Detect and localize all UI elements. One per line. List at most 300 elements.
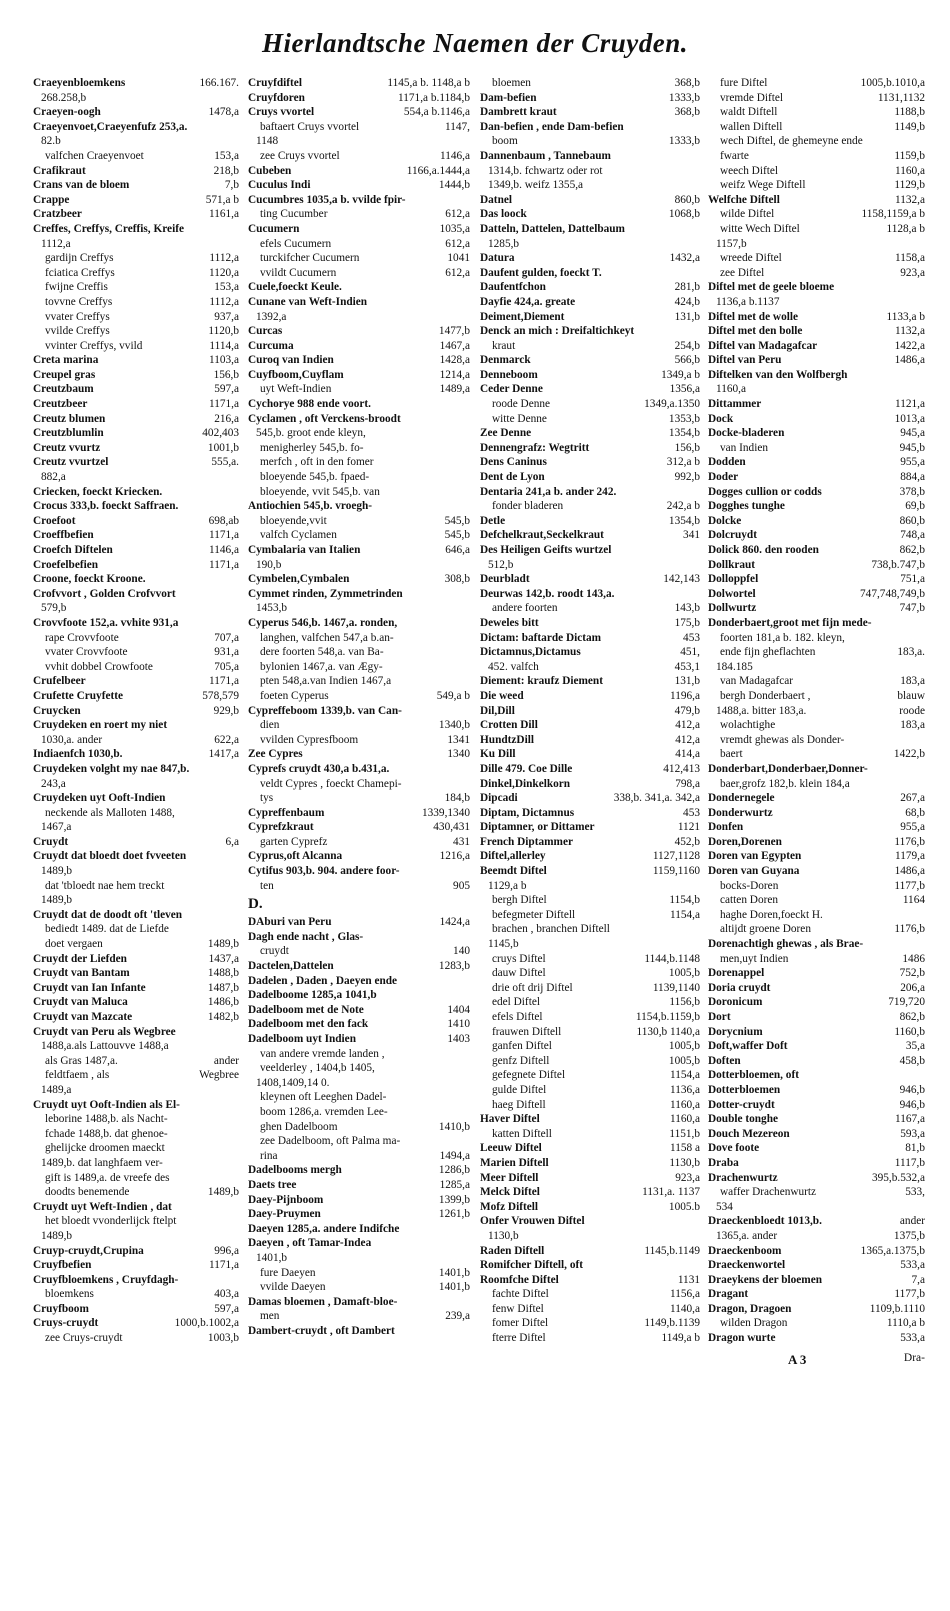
- entry-term: Dorenappel: [708, 967, 765, 980]
- entry-term: doodts benemende: [45, 1186, 130, 1199]
- index-entry: [708, 835, 925, 850]
- entry-page-ref: 7,a: [911, 1273, 925, 1286]
- entry-term: Dragon wurte: [708, 1332, 776, 1345]
- entry-page-ref: 402,403: [202, 427, 239, 440]
- index-entry: [33, 645, 239, 660]
- entry-term: 545,b. groot ende kleyn,: [256, 427, 366, 440]
- entry-page-ref: 798,a: [675, 777, 700, 790]
- entry-term: Doder: [708, 471, 739, 484]
- entry-page-ref: 707,a: [214, 631, 239, 644]
- index-entry: [248, 310, 470, 325]
- index-entry: [708, 397, 925, 412]
- entry-page-ref: 1487,b: [207, 981, 239, 994]
- entry-term: Cucumern: [248, 222, 300, 235]
- index-entry: [480, 1316, 700, 1331]
- entry-page-ref: 431: [453, 835, 470, 848]
- entry-page-ref: 1132,a: [894, 193, 925, 206]
- index-entry: [33, 733, 239, 748]
- entry-term: dauw Diftel: [492, 967, 546, 980]
- entry-term: baftaert Cruys vvortel: [260, 120, 360, 133]
- index-entry: [33, 105, 239, 120]
- index-entry: [248, 514, 470, 529]
- index-entry: [480, 207, 700, 222]
- entry-term: rape Crovvfoote: [45, 631, 119, 644]
- entry-term: Croefch Diftelen: [33, 544, 113, 556]
- entry-term: van Indien: [720, 441, 768, 454]
- index-entry: [248, 988, 470, 1003]
- index-entry: [33, 1156, 239, 1171]
- entry-term: Doren,Dorenen: [708, 835, 782, 848]
- index-entry: [33, 76, 239, 91]
- entry-page-ref: 1354,b: [668, 514, 700, 527]
- entry-term: bloemen: [492, 77, 531, 89]
- index-entry: [248, 791, 470, 806]
- index-entry: [33, 558, 239, 573]
- index-entry: [480, 660, 700, 675]
- entry-page-ref: 1410,b: [438, 1120, 470, 1133]
- entry-term: Die weed: [480, 689, 524, 702]
- entry-term: 1130,b: [488, 1229, 519, 1242]
- entry-term: bylonien 1467,a. van Ægy-: [260, 660, 383, 673]
- index-entry: [33, 1141, 239, 1156]
- entry-term: fomer Diftel: [492, 1317, 549, 1330]
- index-entry: [33, 485, 239, 500]
- index-entry: [708, 718, 925, 733]
- entry-term: feldtfaem , als: [45, 1069, 110, 1082]
- entry-page-ref: 1114,a: [209, 339, 239, 352]
- index-entry: [480, 631, 700, 646]
- entry-page-ref: 1424,a: [439, 916, 470, 929]
- index-entry: [248, 499, 470, 514]
- entry-page-ref: 1013,a: [894, 412, 925, 425]
- entry-term: Dotterbloemen: [708, 1083, 781, 1096]
- entry-page-ref: 1428,a: [439, 354, 470, 367]
- index-entry: [248, 251, 470, 266]
- entry-term: brachen , branchen Diftell: [492, 923, 610, 936]
- entry-page-ref: 153,a: [214, 281, 239, 294]
- entry-term: 512,b: [488, 558, 514, 571]
- index-entry: [708, 616, 925, 631]
- entry-page-ref: 1171,a: [208, 558, 239, 571]
- index-entry: [33, 1258, 239, 1273]
- entry-term: dere foorten 548,a. van Ba-: [260, 646, 384, 659]
- index-entry: [248, 572, 470, 587]
- index-entry: [480, 1302, 700, 1317]
- index-entry: [708, 952, 925, 967]
- index-entry: [708, 1331, 925, 1346]
- entry-term: valfchen Craeyenvoet: [45, 149, 144, 162]
- entry-page-ref: 239,a: [445, 1310, 470, 1323]
- entry-term: garten Cyprefz: [260, 835, 328, 848]
- entry-page-ref: roode: [899, 704, 925, 717]
- entry-page-ref: 884,a: [900, 471, 925, 484]
- entry-page-ref: 412,413: [663, 762, 700, 775]
- index-entry: [33, 353, 239, 368]
- entry-term: waldt Diftell: [720, 106, 778, 119]
- index-entry: [708, 558, 925, 573]
- entry-page-ref: 69,b: [905, 500, 925, 513]
- entry-page-ref: 1444,b: [438, 179, 470, 192]
- entry-page-ref: 1171,a: [208, 675, 239, 688]
- index-entry: [33, 1273, 239, 1288]
- index-entry: [33, 426, 239, 441]
- entry-term: fwijne Creffis: [45, 281, 108, 294]
- entry-page-ref: 430,431: [433, 821, 470, 834]
- entry-page-ref: 1341: [447, 733, 470, 746]
- entry-page-ref: 1482,b: [207, 1011, 239, 1023]
- entry-page-ref: 1035,a: [439, 222, 470, 235]
- index-entry: [708, 645, 925, 660]
- entry-term: men: [260, 1310, 280, 1323]
- index-entry: [248, 718, 470, 733]
- entry-term: 1467,a: [41, 821, 72, 834]
- index-entry: [33, 455, 239, 470]
- entry-term: Docke-bladeren: [708, 427, 785, 440]
- entry-term: Dort: [708, 1011, 731, 1023]
- index-entry: [248, 1017, 470, 1032]
- entry-page-ref: ander: [213, 1054, 239, 1067]
- entry-term: Cyprus,oft Alcanna: [248, 850, 343, 863]
- entry-page-ref: 931,a: [214, 646, 239, 659]
- index-entry: [33, 1331, 239, 1346]
- entry-term: Dannenbaum , Tannebaum: [480, 149, 611, 162]
- entry-page-ref: 578,579: [202, 689, 239, 702]
- index-entry: [708, 849, 925, 864]
- entry-term: fure Daeyen: [260, 1266, 316, 1279]
- entry-term: Cuyfboom,Cuyflam: [248, 368, 344, 381]
- entry-page-ref: 996,a: [214, 1244, 239, 1257]
- entry-term: Draeckenboom: [708, 1244, 782, 1257]
- entry-term: Diftel,allerley: [480, 850, 546, 863]
- entry-term: Draeykens der bloemen: [708, 1273, 823, 1286]
- entry-page-ref: 622,a: [214, 733, 239, 746]
- entry-page-ref: 1161,a: [208, 208, 239, 221]
- entry-page-ref: 412,a: [675, 719, 700, 732]
- entry-term: zee Cruys vvortel: [260, 149, 340, 162]
- index-entry: [708, 324, 925, 339]
- index-entry: [480, 879, 700, 894]
- entry-page-ref: 612,a: [445, 266, 470, 279]
- index-entry: [480, 1112, 700, 1127]
- entry-page-ref: 403,a: [214, 1288, 239, 1301]
- entry-term: Cruydeken volght my nae 847,b.: [33, 762, 190, 775]
- entry-page-ref: 1005,b: [668, 1040, 700, 1053]
- index-entry: [248, 864, 470, 879]
- entry-term: Crans van de bloem: [33, 179, 130, 192]
- entry-term: 1365,a. ander: [716, 1229, 778, 1242]
- entry-page-ref: 945,b: [899, 441, 925, 454]
- index-entry: [708, 879, 925, 894]
- entry-page-ref: 1005,b.1010,a: [860, 77, 925, 89]
- index-entry: [33, 908, 239, 923]
- index-entry: [708, 1244, 925, 1259]
- entry-page-ref: 35,a: [905, 1040, 925, 1053]
- entry-term: Melck Diftel: [480, 1186, 540, 1199]
- index-entry: [33, 1025, 239, 1040]
- entry-term: Cruyp-cruydt,Crupina: [33, 1244, 144, 1257]
- index-entry: [33, 820, 239, 835]
- entry-term: Cruydt uyt Weft-Indien , dat: [33, 1200, 172, 1213]
- index-entry: [708, 1200, 925, 1215]
- entry-term: Dennengrafz: Wegtritt: [480, 441, 590, 454]
- index-entry: [248, 762, 470, 777]
- index-entry: [33, 966, 239, 981]
- index-entry: [33, 339, 239, 354]
- entry-term: Cruyfdoren: [248, 91, 305, 104]
- entry-term: catten Doren: [720, 894, 779, 907]
- index-entry: [248, 280, 470, 295]
- entry-term: baer,grofz 182,b. klein 184,a: [720, 777, 850, 790]
- index-entry: [708, 120, 925, 135]
- index-entry: [33, 1112, 239, 1127]
- entry-page-ref: 1356,a: [669, 383, 700, 396]
- index-entry: [248, 1149, 470, 1164]
- index-entry: [708, 368, 925, 383]
- entry-term: Dragant: [708, 1288, 749, 1301]
- page-footer: [708, 1352, 925, 1368]
- entry-page-ref: 451,: [680, 646, 700, 659]
- entry-term: Donderbaert,groot met fijn mede-: [708, 616, 872, 629]
- entry-page-ref: 1145,a b. 1148,a b: [387, 77, 470, 89]
- entry-term: Dipcadi: [480, 792, 518, 805]
- entry-page-ref: 1145,b.1149: [644, 1244, 700, 1257]
- entry-page-ref: 1154,b: [669, 894, 700, 907]
- entry-term: Dollwurtz: [708, 602, 757, 615]
- index-entry: [480, 601, 700, 616]
- entry-page-ref: 142,143: [663, 573, 700, 586]
- index-entry: [480, 310, 700, 325]
- entry-term: gefegnete Diftel: [492, 1069, 566, 1082]
- entry-page-ref: 156,b: [674, 441, 700, 454]
- index-entry: [708, 995, 925, 1010]
- entry-term: Diftel van Peru: [708, 354, 782, 367]
- index-entry: [248, 733, 470, 748]
- index-entry: [708, 908, 925, 923]
- entry-page-ref: 1261,b: [438, 1208, 470, 1221]
- index-entry: [248, 747, 470, 762]
- entry-page-ref: 1403: [447, 1033, 470, 1045]
- index-entry: [708, 1229, 925, 1244]
- entry-term: kraut: [492, 339, 516, 352]
- entry-term: Cruydt: [33, 835, 69, 848]
- entry-page-ref: 1001,b: [207, 441, 239, 454]
- entry-term: 1489,b. dat langhfaem ver-: [41, 1156, 163, 1169]
- index-entry: [480, 937, 700, 952]
- entry-term: Dactelen,Dattelen: [248, 960, 334, 973]
- entry-term: Haver Diftel: [480, 1113, 540, 1126]
- entry-page-ref: 1156,a: [669, 1288, 700, 1301]
- index-entry: [248, 1105, 470, 1120]
- index-entry: [248, 382, 470, 397]
- entry-term: Detle: [480, 514, 506, 527]
- entry-term: Roomfche Diftel: [480, 1273, 559, 1286]
- index-entry: [480, 1054, 700, 1069]
- index-entry: [708, 441, 925, 456]
- entry-term: Dam-befien: [480, 91, 537, 104]
- entry-page-ref: 1144,b.1148: [644, 952, 700, 965]
- index-entry: [708, 689, 925, 704]
- index-entry: [480, 1258, 700, 1273]
- index-entry: [33, 514, 239, 529]
- entry-term: bergh Donderbaert ,: [720, 689, 811, 702]
- index-entry: [33, 1083, 239, 1098]
- entry-page-ref: 1130,b: [669, 1156, 700, 1169]
- entry-term: Diement: kraufz Diement: [480, 675, 603, 688]
- index-entry: [248, 1222, 470, 1237]
- index-entry: [708, 747, 925, 762]
- index-entry: [480, 952, 700, 967]
- index-entry: [708, 1258, 925, 1273]
- entry-term: Mofz Diftell: [480, 1200, 539, 1213]
- entry-page-ref: 1494,a: [439, 1149, 470, 1162]
- index-entry: [708, 178, 925, 193]
- index-entry: [480, 733, 700, 748]
- index-entry: [480, 280, 700, 295]
- index-entry: [480, 514, 700, 529]
- index-entry: [33, 120, 239, 135]
- index-entry: [248, 237, 470, 252]
- index-entry: [480, 1273, 700, 1288]
- entry-page-ref: 1467,a: [439, 339, 470, 352]
- entry-page-ref: 937,a: [214, 310, 239, 323]
- entry-term: vvater Creffys: [45, 310, 110, 323]
- index-entry: [248, 324, 470, 339]
- entry-term: Dogges cullion or codds: [708, 485, 822, 498]
- entry-page-ref: 1160,b: [894, 1025, 925, 1038]
- index-entry: [708, 237, 925, 252]
- index-entry: [480, 981, 700, 996]
- entry-page-ref: 545,b: [444, 514, 470, 527]
- page-title: Hierlandtsche Naemen der Cruyden.: [262, 28, 688, 58]
- index-entry: [708, 1025, 925, 1040]
- index-entry: [708, 207, 925, 222]
- entry-page-ref: 6,a: [225, 835, 239, 848]
- entry-term: Cychorye 988 ende voort.: [248, 398, 371, 411]
- entry-term: gulde Diftel: [492, 1083, 547, 1096]
- entry-page-ref: 955,a: [900, 821, 925, 834]
- index-entry: [33, 1229, 239, 1244]
- entry-term: Crocus 333,b. foeckt Saffraen.: [33, 500, 179, 513]
- index-entry: [708, 193, 925, 208]
- entry-page-ref: 1401,b: [438, 1266, 470, 1279]
- entry-term: 1129,a b: [488, 879, 527, 892]
- entry-term: langhen, valfchen 547,a b.an-: [260, 631, 394, 644]
- entry-term: Curoq van Indien: [248, 354, 334, 367]
- entry-term: Donfen: [708, 821, 744, 834]
- entry-term: uyt Weft-Indien: [260, 383, 332, 396]
- entry-term: Cymmet rinden, Zymmetrinden: [248, 587, 403, 600]
- entry-page-ref: 1156,b: [669, 996, 700, 1009]
- index-entry: [33, 704, 239, 719]
- entry-term: Daufentfchon: [480, 281, 546, 294]
- index-entry: [248, 470, 470, 485]
- index-entry: [33, 368, 239, 383]
- entry-page-ref: 453: [683, 806, 700, 819]
- entry-page-ref: 593,a: [900, 1127, 925, 1140]
- index-entry: [248, 412, 470, 427]
- entry-page-ref: 1154,a: [669, 1069, 700, 1082]
- index-entry: [708, 1156, 925, 1171]
- index-entry: [708, 631, 925, 646]
- entry-page-ref: 1129,b: [894, 179, 925, 192]
- entry-term: 1285,b: [488, 237, 520, 250]
- entry-page-ref: 479,b: [674, 704, 700, 717]
- entry-term: roode Denne: [492, 398, 551, 411]
- index-entry: [248, 295, 470, 310]
- index-entry: [248, 353, 470, 368]
- entry-page-ref: 281,b: [674, 281, 700, 294]
- entry-page-ref: 1422,a: [894, 339, 925, 352]
- entry-page-ref: 1489,b: [207, 938, 239, 951]
- entry-page-ref: 1365,a.1375,b: [860, 1244, 925, 1257]
- entry-page-ref: Wegbree: [199, 1069, 239, 1082]
- entry-term: 1408,1409,14 0.: [256, 1076, 330, 1089]
- index-entry: [248, 1076, 470, 1091]
- entry-term: Dentaria 241,a b. ander 242.: [480, 485, 617, 498]
- entry-term: Cruys-cruydt: [33, 1317, 99, 1330]
- index-entry: [248, 1061, 470, 1076]
- entry-term: Crufette Cruyfette: [33, 689, 124, 702]
- entry-term: Dadelen , Daden , Daeyen ende: [248, 974, 398, 987]
- entry-page-ref: 1120,a: [208, 266, 239, 279]
- entry-term: Leeuw Diftel: [480, 1142, 542, 1155]
- entry-term: Croone, foeckt Kroone.: [33, 573, 146, 586]
- index-entry: [480, 222, 700, 237]
- index-entry: [708, 105, 925, 120]
- entry-term: Curcas: [248, 325, 283, 338]
- entry-term: Douch Mezereon: [708, 1127, 790, 1140]
- index-entry: [480, 645, 700, 660]
- entry-page-ref: 946,b: [899, 1083, 925, 1096]
- entry-page-ref: 1149,b.1139: [644, 1317, 700, 1330]
- entry-page-ref: 748,a: [900, 529, 925, 542]
- index-entry: [248, 1047, 470, 1062]
- entry-term: Dorycnium: [708, 1025, 763, 1038]
- entry-term: fciatica Creffys: [45, 266, 115, 279]
- entry-term: Deurbladt: [480, 573, 530, 586]
- index-entry: [480, 674, 700, 689]
- index-entry: [33, 280, 239, 295]
- index-entry: [480, 849, 700, 864]
- entry-page-ref: 1214,a: [439, 368, 470, 381]
- entry-page-ref: 175,b: [674, 616, 700, 629]
- entry-term: Cruydt der Liefden: [33, 952, 127, 965]
- index-entry: [708, 981, 925, 996]
- index-entry: [33, 1287, 239, 1302]
- entry-term: Doft,waffer Doft: [708, 1040, 788, 1053]
- entry-term: Indiaenfch 1030,b.: [33, 748, 123, 761]
- index-entry: [480, 295, 700, 310]
- entry-term: Dove foote: [708, 1142, 760, 1155]
- index-entry: [480, 1229, 700, 1244]
- index-entry: [480, 455, 700, 470]
- entry-term: Ceder Denne: [480, 383, 543, 396]
- entry-page-ref: 1167,a: [894, 1113, 925, 1126]
- entry-term: Cypreffeboom 1339,b. van Can-: [248, 704, 402, 717]
- entry-term: Cyclamen , oft Verckens-broodt: [248, 412, 401, 425]
- entry-term: 1314,b. fchwartz oder rot: [488, 164, 603, 177]
- entry-term: wallen Diftell: [720, 120, 783, 133]
- index-entry: [33, 324, 239, 339]
- entry-page-ref: 131,b: [674, 675, 700, 688]
- entry-page-ref: 395,b.532,a: [871, 1171, 925, 1184]
- index-entry: [708, 572, 925, 587]
- entry-term: tys: [260, 792, 274, 805]
- entry-page-ref: 1486: [902, 952, 925, 965]
- entry-page-ref: 368,b: [674, 77, 700, 89]
- entry-term: Doronicum: [708, 996, 763, 1009]
- index-entry: [248, 543, 470, 558]
